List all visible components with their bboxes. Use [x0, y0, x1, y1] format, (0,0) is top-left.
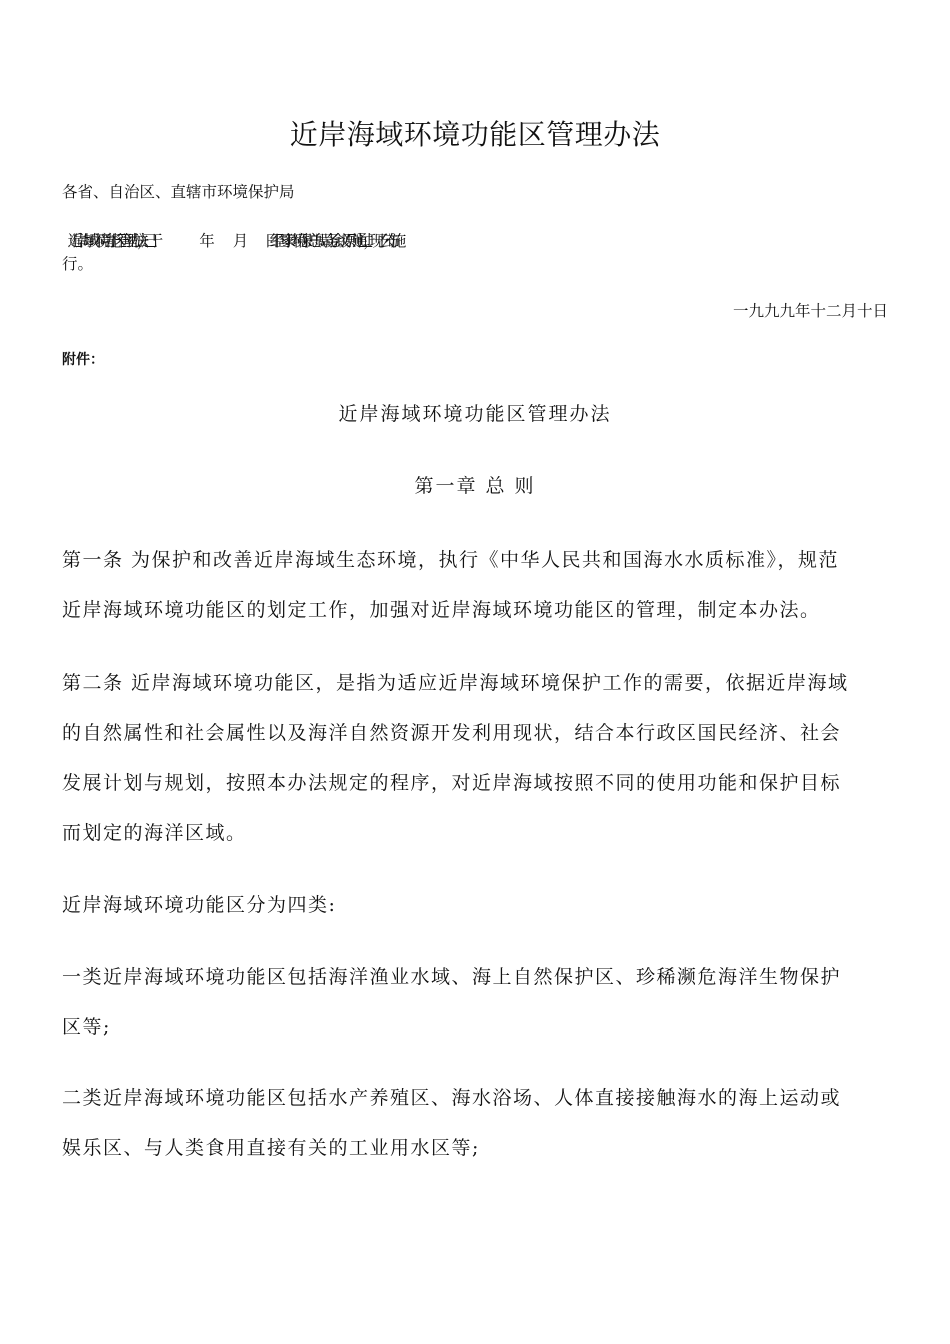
notice-paragraph: [62, 230, 892, 252]
category-1-line: 区等;: [62, 1016, 111, 1038]
notice-continuation: 行。: [62, 255, 94, 273]
recipients-line: 各省、自治区、直辖市环境保护局: [62, 183, 295, 201]
category-2-line: 二类近岸海域环境功能区包括水产养殖区、海水浴场、人体直接接触海水的海上运动或: [62, 1087, 842, 1109]
attachment-label: 附件：: [62, 352, 104, 368]
article-1-line: 近岸海域环境功能区的划定工作，加强对近岸海域环境功能区的管理，制定本办法。: [62, 599, 821, 621]
category-2-line: 娱乐区、与人类食用直接有关的工业用水区等;: [62, 1137, 480, 1159]
notice-text-part2: 日经国家环境保护总局局务会议原则通过，现予公布施: [264, 232, 397, 250]
categories-intro: 近岸海域环境功能区分为四类:: [62, 894, 337, 916]
chapter-heading: 第一章 总 则: [414, 475, 536, 497]
article-2-line: 而划定的海洋区域。: [62, 822, 247, 844]
notice-month: 月: [232, 232, 239, 250]
category-1-line: 一类近岸海域环境功能区包括海洋渔业水域、海上自然保护区、珍稀濒危海洋生物保护: [62, 966, 842, 988]
main-title: 近岸海域环境功能区管理办法: [289, 118, 661, 151]
article-2-line: 的自然属性和社会属性以及海洋自然资源开发利用现状，结合本行政区国民经济、社会: [62, 722, 842, 744]
notice-text-part1: 《近岸海域环境功能区管理办法》，已于: [62, 232, 154, 250]
article-2-line: 发展计划与规划，按照本办法规定的程序，对近岸海域按照不同的使用功能和保护目标: [62, 772, 842, 794]
article-2-line: 第二条 近岸海域环境功能区，是指为适应近岸海域环境保护工作的需要，依据近岸海域: [62, 672, 849, 694]
article-1-line: 第一条 为保护和改善近岸海域生态环境，执行《中华人民共和国海水水质标准》，规范: [62, 549, 840, 571]
attachment-title: 近岸海域环境功能区管理办法: [338, 403, 612, 425]
notice-year: 年: [199, 232, 205, 250]
issue-date: 一九九九年十二月十日: [732, 302, 888, 320]
